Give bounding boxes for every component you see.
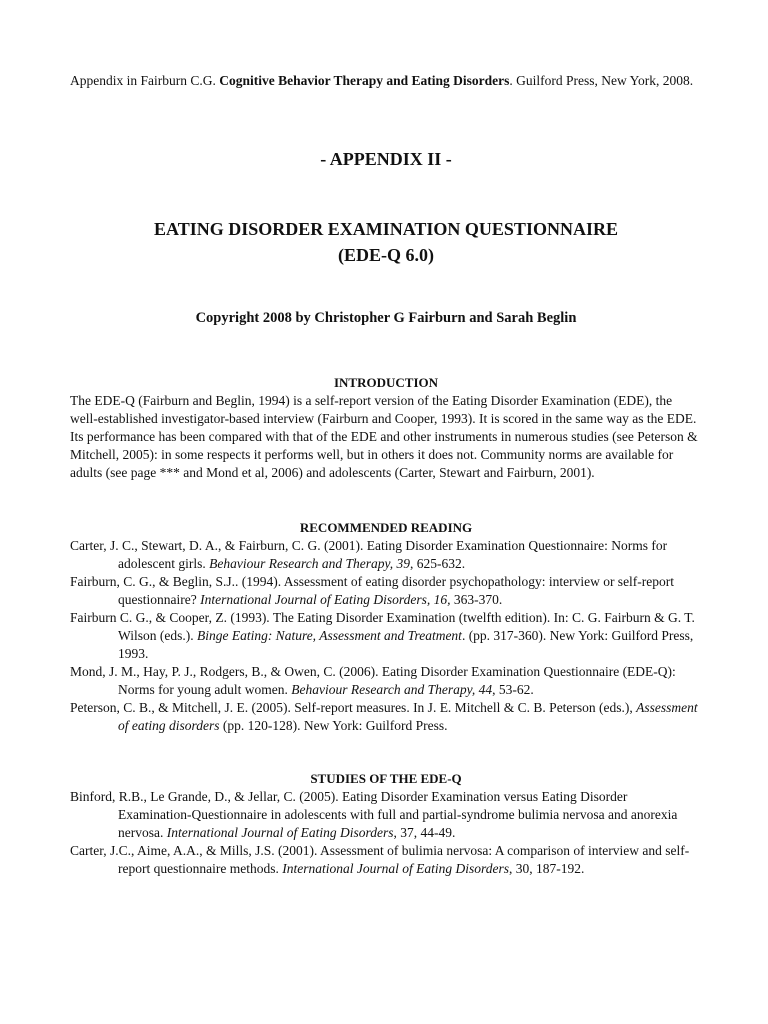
reference-item [70, 842, 702, 878]
source-citation [70, 72, 702, 90]
source-suffix: . Guilford Press, New York, 2008. [509, 73, 694, 88]
reference-item [70, 609, 702, 663]
studies-heading: STUDIES OF THE EDE-Q [310, 771, 462, 786]
questionnaire-title-line2: (EDE-Q 6.0) [338, 245, 434, 265]
reference-item [70, 699, 702, 735]
reference-journal: Behaviour Research and Therapy, 39 [209, 556, 410, 571]
introduction-heading: INTRODUCTION [333, 375, 438, 390]
reference-pages: , 53-62. [492, 682, 534, 697]
reference-journal: Binge Eating: Nature, Assessment and Treatment [196, 628, 462, 643]
reference-item [70, 573, 702, 609]
reference-text: Carter, J.C., Aime, A.A., & Mills, J.S. (2001). Assessment of bulimia nervosa: A comparison of interview and self-report questionnaire methods. [70, 843, 690, 876]
reference-pages: (pp. 120-128). New York: Guilford Press. [219, 718, 448, 733]
reference-journal: International Journal of Eating Disorders [282, 861, 509, 876]
recommended-reading-heading: RECOMMENDED READING [299, 520, 473, 535]
reference-text: Binford, R.B., Le Grande, D., & Jellar, C. (2005). Eating Disorder Examination versus Eating Disorder Examination-Questionnaire in adolescents with full and partial-syndrome bulimia nervosa and anorexia nervosa. [70, 789, 678, 840]
reference-item [70, 663, 702, 699]
reference-pages: 363-370. [450, 592, 503, 607]
reference-journal: Behaviour Research and Therapy, 44 [291, 682, 493, 697]
reference-item [70, 788, 702, 842]
reference-text: Mond, J. M., Hay, P. J., Rodgers, B., & Owen, C. (2006). Eating Disorder Examination Questionnaire (EDE-Q): Norms for young adult women. [70, 664, 676, 697]
reference-item [70, 537, 702, 573]
reference-text: Carter, J. C., Stewart, D. A., & Fairburn, C. G. (2001). Eating Disorder Examination Questionnaire: Norms for adolescent girls. [70, 538, 668, 571]
recommended-reading-list [70, 537, 702, 735]
document-page [70, 72, 702, 878]
reference-pages: , 30, 187-192. [508, 861, 585, 876]
introduction-text: The EDE-Q (Fairburn and Beglin, 1994) is a self-report version of the Eating Disorder Examination (EDE), the well-established investigator-based interview (Fairburn and Cooper, 1993). It is scored in the same way as the EDE. Its performance has been compared with that of the EDE and other instruments in numerous studies (see Peterson & Mitchell, 2005): in some respects it performs well, but in others it does not. Community norms are available for adults (see page *** and Mond et al, 2006) and adolescents (Carter, Stewart and Fairburn, 2001). [70, 393, 698, 480]
reference-text: Peterson, C. B., & Mitchell, J. E. (2005). Self-report measures. In J. E. Mitchell & C. B. Peterson (eds.), [70, 700, 637, 715]
reference-pages: , 625-632. [409, 556, 466, 571]
reference-journal: Assessment of eating disorders [118, 700, 698, 733]
copyright-notice: Copyright 2008 by Christopher G Fairburn and Sarah Beglin [195, 310, 577, 326]
reference-text: Fairburn, C. G., & Beglin, S.J.. (1994). Assessment of eating disorder psychopathology: interview or self-report questionnaire? [70, 574, 675, 607]
reference-pages: , 37, 44-49. [393, 825, 456, 840]
questionnaire-title-line1: EATING DISORDER EXAMINATION QUESTIONNAIRE [154, 219, 618, 239]
reference-text: Fairburn C. G., & Cooper, Z. (1993). The Eating Disorder Examination (twelfth edition). In: C. G. Fairburn & G. T. Wilson (eds.). [70, 610, 695, 643]
studies-list [70, 788, 702, 878]
reference-journal: International Journal of Eating Disorders, 16, [200, 592, 451, 607]
appendix-title: - APPENDIX II - [320, 149, 452, 169]
source-book-title: Cognitive Behavior Therapy and Eating Disorders [219, 73, 510, 88]
source-prefix: Appendix in Fairburn C.G. [70, 73, 220, 88]
reference-pages: . (pp. 317-360). New York: Guilford Press, 1993. [118, 628, 694, 661]
reference-journal: International Journal of Eating Disorders [166, 825, 394, 840]
questionnaire-title [70, 216, 702, 268]
